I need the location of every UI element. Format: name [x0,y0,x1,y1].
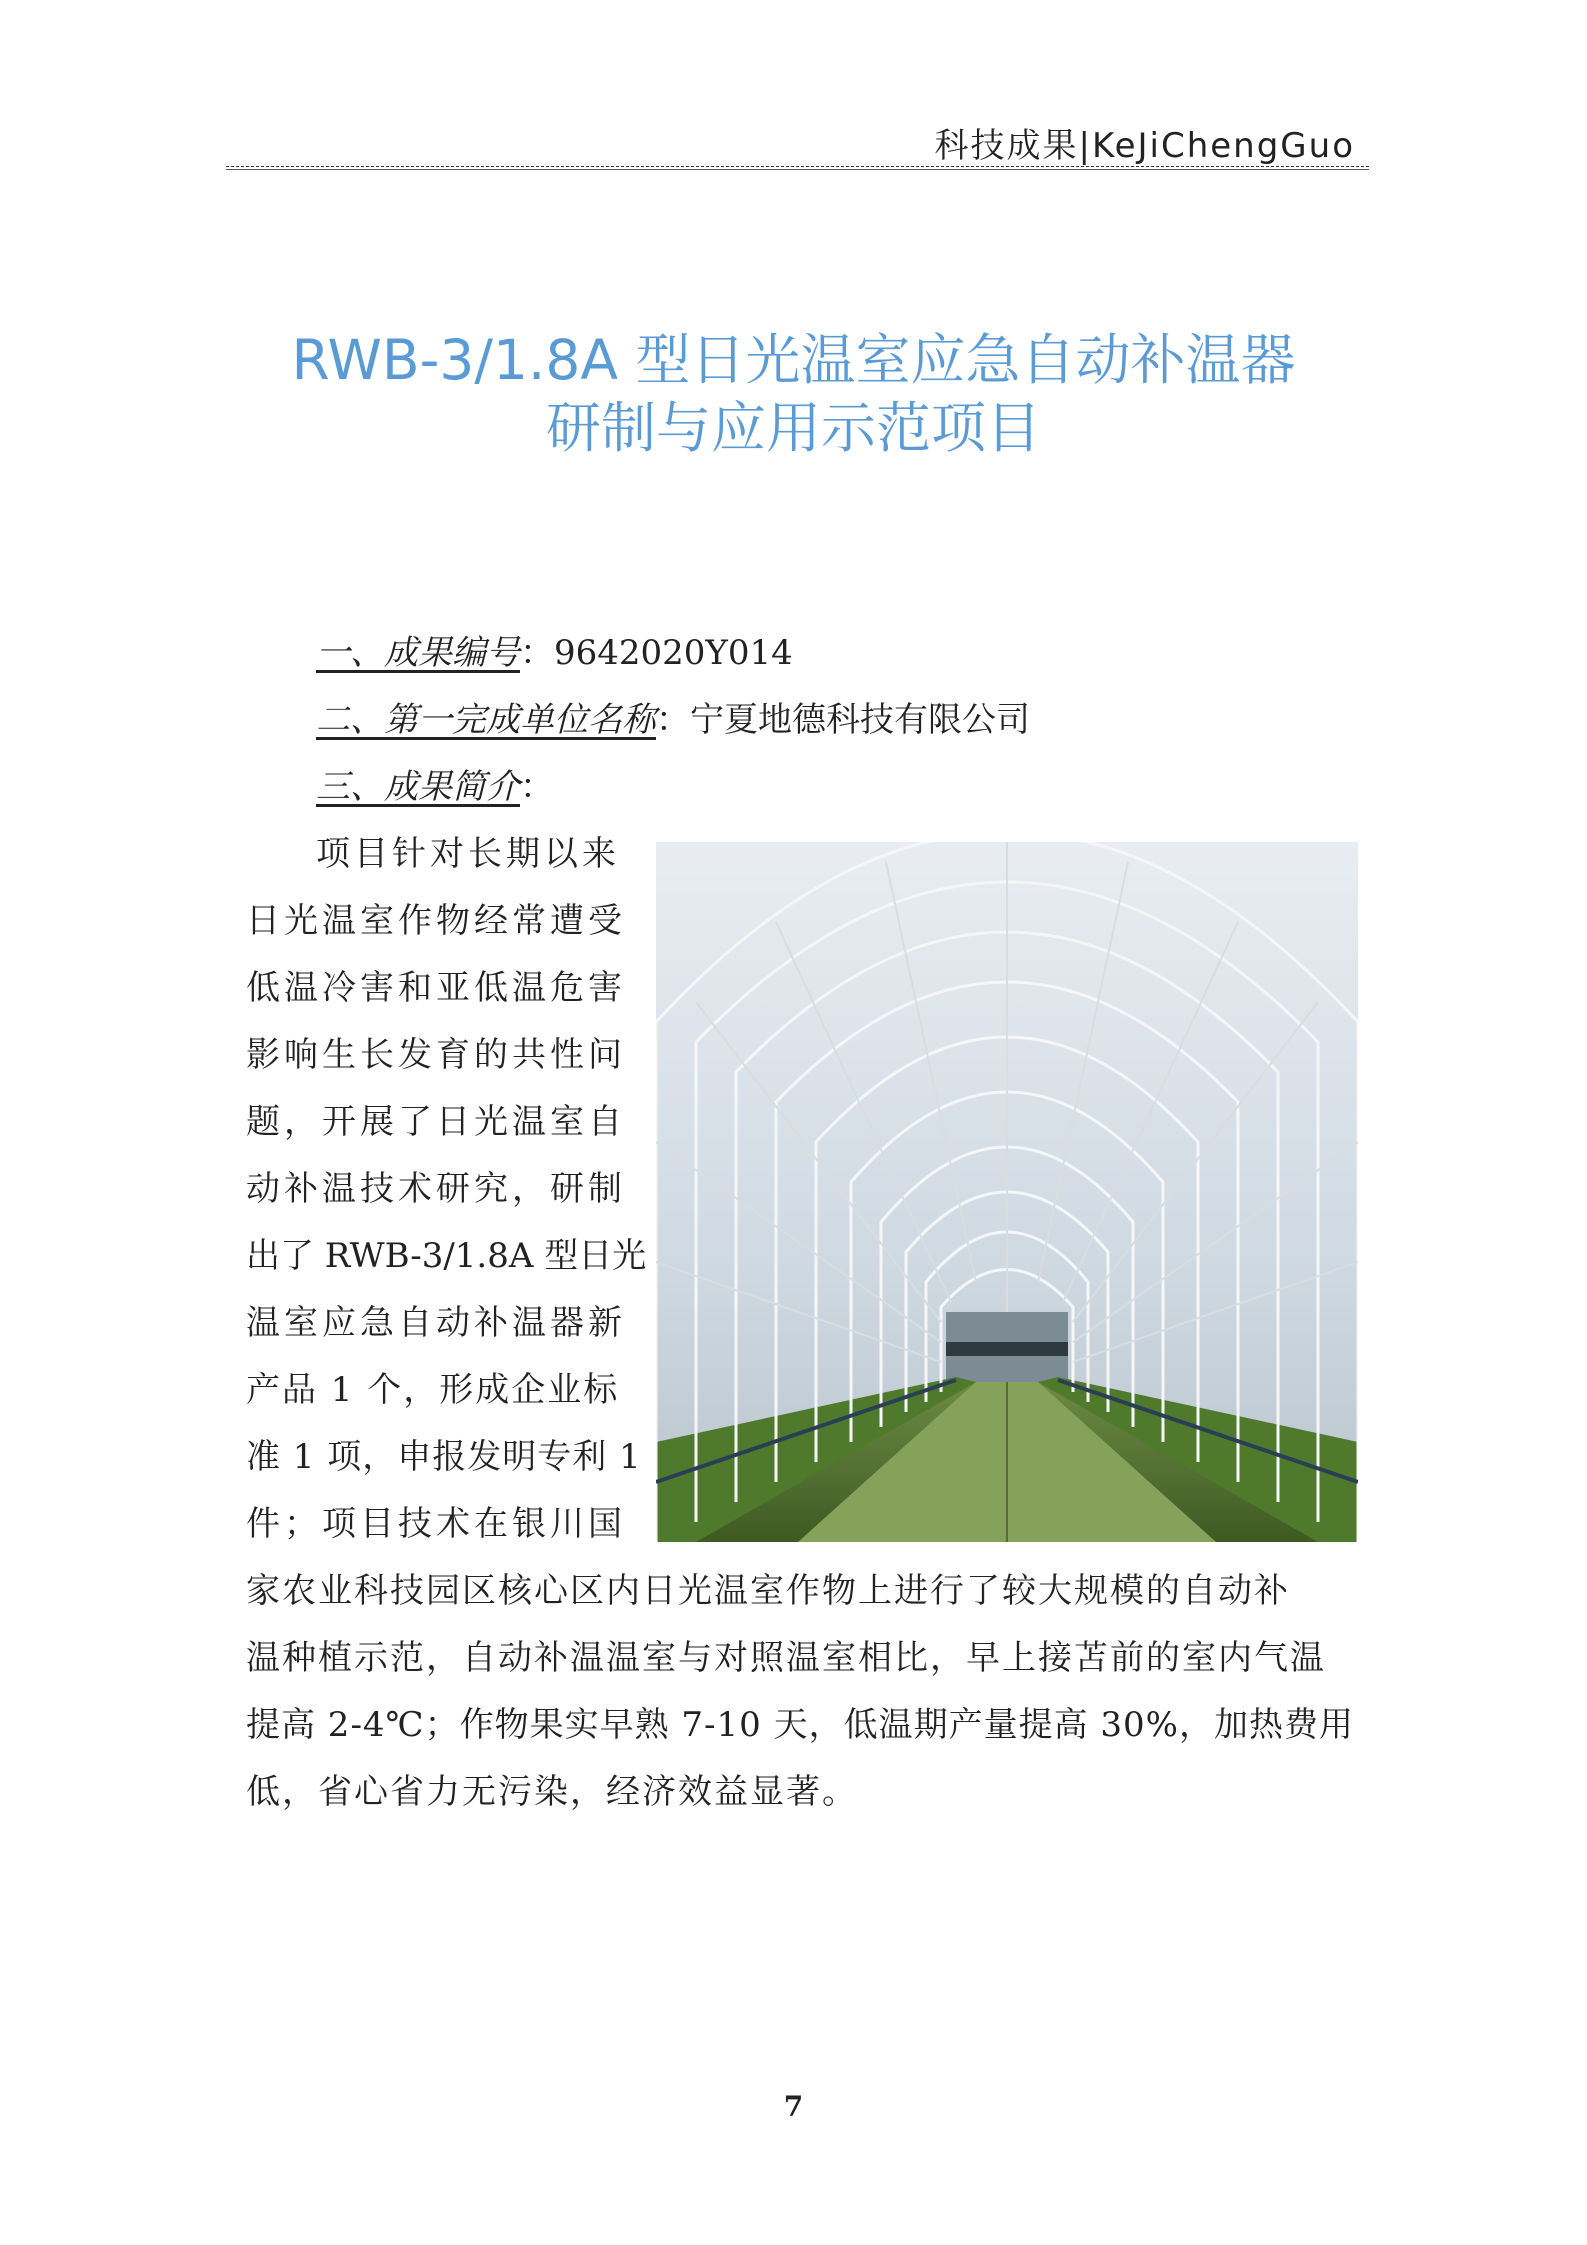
body-line: 提高 2-4℃；作物果实早熟 7-10 天，低温期产量提高 30%，加热费用 [246,1705,1354,1745]
field-label: 二、第一完成单位名称 [316,700,656,740]
field-achievement-number [316,633,793,673]
body-line: 低，省心省力无污染，经济效益显著。 [246,1772,858,1812]
body-line: 项目针对长期以来 [316,834,620,874]
body-line: 温种植示范，自动补温温室与对照温室相比，早上接苫前的室内气温 [246,1638,1326,1678]
document-title-line-1: RWB-3/1.8A 型日光温室应急自动补温器 [291,328,1296,392]
body-line: 家农业科技园区核心区内日光温室作物上进行了较大规模的自动补 [246,1571,1290,1611]
body-line: 影响生长发育的共性问 [246,1035,626,1075]
body-line: 温室应急自动补温器新 [246,1303,626,1343]
header-divider-solid [226,169,1369,170]
field-completing-unit [316,700,1030,740]
body-line: 件；项目技术在银川国 [246,1504,626,1544]
header-section-title: 科技成果|KeJiChengGuo [934,126,1355,166]
greenhouse-interior-photo [656,842,1358,1542]
body-line: 动补温技术研究，研制 [246,1169,626,1209]
body-line: 准 1 项，申报发明专利 1 [246,1437,642,1477]
document-title-line-2: 研制与应用示范项目 [545,396,1041,460]
body-line: 题，开展了日光温室自 [246,1102,626,1142]
body-line: 日光温室作物经常遭受 [246,901,626,941]
field-label: 三、成果简介 [316,767,520,807]
field-value: ：宁夏地德科技有限公司 [656,700,1030,740]
page-number: 7 [783,2090,804,2123]
body-line: 低温冷害和亚低温危害 [246,968,626,1008]
field-colon: ： [520,767,554,807]
field-value: ：9642020Y014 [520,633,793,673]
field-label: 一、成果编号 [316,633,520,673]
body-line: 产品 1 个，形成企业标 [246,1370,620,1410]
field-summary-heading [316,767,554,807]
header-divider [226,166,1369,167]
body-line: 出了 RWB-3/1.8A 型日光 [246,1236,647,1276]
